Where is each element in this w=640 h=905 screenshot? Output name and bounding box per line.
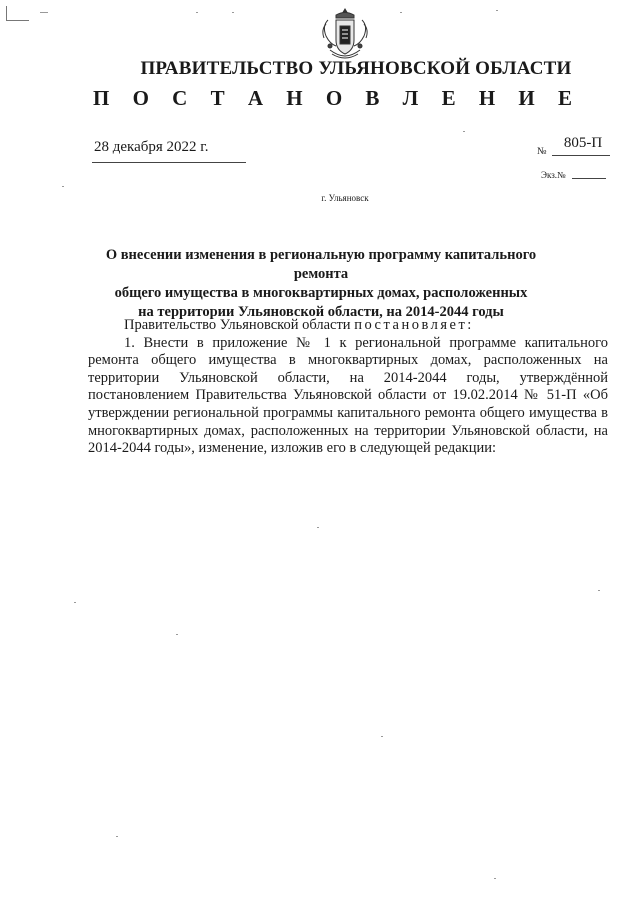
- scan-speck: [176, 634, 178, 635]
- document-subject: [80, 246, 562, 322]
- scan-speck: [598, 590, 600, 591]
- organization-title: ПРАВИТЕЛЬСТВО УЛЬЯНОВСКОЙ ОБЛАСТИ: [140, 58, 572, 79]
- subject-line: общего имущества в многоквартирных домах, расположенных: [114, 285, 528, 301]
- paragraph-1: 1. Внести в приложение № 1 к региональной программе капитального ремонта общего имущества в многоквартирных домах, расположенных на территории Ульяновской области, на 2014-2044 годы, утверждённой постановлением Правительства Ульяновской области от 19.02.2014 № 51-П «Об утверждении региональной программы капитального ремонта общего имущества в многоквартирных домах, расположенных на территории Ульяновской области, на 2014-2044 годы», изменение, изложив его в следующей редакции:: [88, 334, 608, 457]
- scan-speck: [62, 186, 64, 187]
- scan-speck: [196, 12, 198, 13]
- scan-speck: [317, 527, 319, 528]
- subject-line: О внесении изменения в региональную программу капитального ремонта: [105, 247, 537, 282]
- document-date: 28 декабря 2022 г.: [94, 139, 209, 155]
- scan-corner-mark: [6, 6, 29, 21]
- scan-speck: [494, 878, 496, 879]
- city-name: г. Ульяновск: [321, 193, 369, 203]
- scan-speck: [232, 12, 234, 13]
- scan-speck: [463, 131, 465, 132]
- document-type-heading: П О С Т А Н О В Л Е Н И Е: [92, 86, 581, 110]
- scan-speck: [381, 736, 383, 737]
- scan-speck: [400, 12, 402, 13]
- document-body: [88, 317, 608, 458]
- scan-mark: [40, 12, 48, 13]
- subject-line: на территории Ульяновской области, на 2014-2044 годы: [138, 304, 504, 320]
- preamble-verb: постановляет: [354, 317, 468, 333]
- scan-speck: [496, 10, 498, 11]
- copy-number-line: [572, 178, 606, 179]
- preamble-subject: Правительство Ульяновской области: [124, 317, 355, 333]
- coat-of-arms-icon: [318, 6, 372, 64]
- number-prefix: №: [537, 146, 547, 157]
- copy-number-label: Экз.№: [541, 170, 566, 180]
- date-underline: [92, 162, 246, 163]
- scan-speck: [116, 836, 118, 837]
- document-number: 805-П: [563, 135, 603, 151]
- number-underline: [552, 155, 610, 156]
- preamble-colon: :: [467, 317, 472, 333]
- preamble: [88, 317, 608, 335]
- scan-speck: [74, 602, 76, 603]
